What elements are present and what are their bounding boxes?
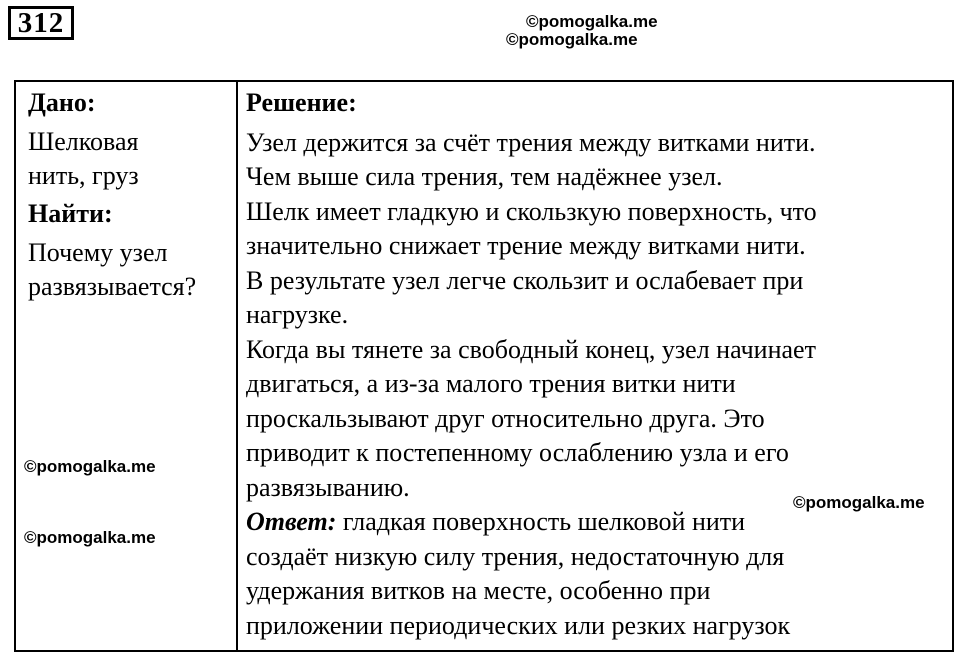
solution-line-2: Чем выше сила трения, тем надёжнее узел. — [246, 162, 723, 191]
answer-line-3: удержания витков на месте, особенно при — [246, 576, 711, 605]
answer-text-1: гладкая поверхность шелковой нити — [336, 507, 746, 536]
column-divider — [236, 82, 238, 650]
answer-line-2: создаёт низкую силу трения, недостаточную для — [246, 541, 785, 571]
given-heading: Дано: — [28, 88, 96, 117]
solution-column — [246, 82, 946, 643]
solution-line-3: Шелк имеет гладкую и скользкую поверхность, что — [246, 196, 817, 226]
solution-line-7: Когда вы тянете за свободный конец, узел начинает — [246, 334, 816, 364]
task-table — [14, 80, 954, 652]
find-line-1: Почему узел — [28, 238, 168, 267]
watermark-left-2: ©pomogalka.me — [24, 528, 156, 547]
solution-line-1: Узел держится за счёт трения между витками нити. — [246, 127, 816, 157]
find-line-2: развязывается? — [28, 272, 197, 301]
watermark-top-2: ©pomogalka.me — [506, 30, 638, 49]
solution-heading: Решение: — [246, 88, 357, 117]
problem-number: 312 — [8, 6, 74, 40]
solution-line-6: нагрузке. — [246, 300, 349, 329]
answer-label: Ответ: — [246, 507, 337, 536]
solution-line-5: В результате узел легче скользит и ослабевает при — [246, 265, 804, 295]
watermark-top-1: ©pomogalka.me — [526, 12, 658, 31]
given-column — [16, 82, 236, 304]
given-line-1: Шелковая — [28, 127, 139, 156]
solution-line-4: значительно снижает трение между витками нити. — [246, 231, 806, 260]
find-heading: Найти: — [28, 199, 113, 228]
answer-line-4: приложении периодических или резких нагрузок — [246, 610, 791, 640]
solution-line-11: развязыванию. — [246, 472, 410, 502]
watermark-left-1: ©pomogalka.me — [24, 457, 156, 476]
watermark-right-1: ©pomogalka.me — [793, 493, 925, 512]
solution-line-10: приводит к постепенному ослаблению узла и его — [246, 438, 789, 467]
given-line-2: нить, груз — [28, 161, 139, 190]
solution-line-9: проскальзывают друг относительно друга. Это — [246, 403, 765, 433]
solution-line-8: двигаться, а из-за малого трения витки нити — [246, 369, 736, 398]
